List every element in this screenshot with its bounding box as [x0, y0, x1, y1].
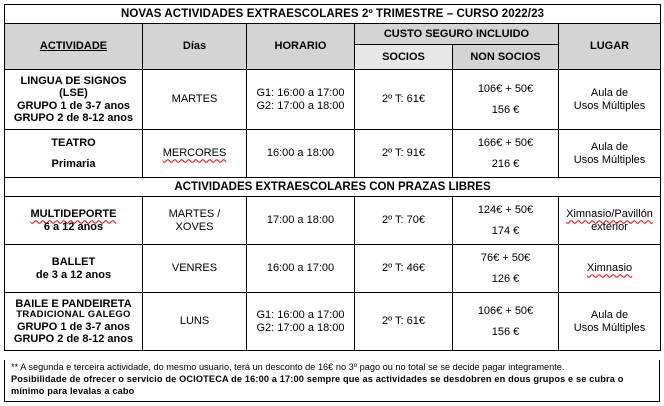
activity-name: TEATRO: [51, 136, 96, 149]
table-row: [5, 70, 661, 130]
socios-cell: 2º T: 91€: [355, 130, 453, 178]
dias-line-1: MARTES /: [168, 208, 221, 221]
discount-note: ** A segunda e terceira actividade, do mesmo usuario, terá un desconto de 16€ no 3º pago ou no total se se decide pagar integramente.: [11, 362, 565, 372]
activity-name: BALLET: [51, 256, 96, 269]
non-socios-breakdown: 106€ + 50€: [477, 305, 534, 318]
activity-cell: [5, 245, 143, 293]
socios-cell: 2º T: 46€: [355, 245, 453, 293]
horario-cell: 16:00 a 17:00: [247, 245, 355, 293]
lugar-line-1: Aula de: [590, 87, 629, 100]
horario-cell: [247, 70, 355, 130]
lugar-cell: [559, 197, 661, 245]
activity-subtitle: de 3 a 12 anos: [35, 268, 112, 281]
table-row: [5, 245, 661, 293]
horario-g2: G2: 17:00 a 18:00: [256, 321, 345, 334]
activity-name: LINGUA DE SIGNOS: [20, 74, 127, 87]
non-socios-breakdown: 124€ + 50€: [477, 204, 534, 217]
activity-group-2: GRUPO 2 de 8-12 anos: [13, 332, 134, 345]
activity-cell: [5, 197, 143, 245]
activities-table: [4, 4, 661, 351]
header-non-socios: NON SOCIOS: [453, 45, 559, 70]
horario-cell: 16:00 a 18:00: [247, 130, 355, 178]
activity-name: BAILE E PANDEIRETA: [15, 297, 132, 310]
non-socios-cell: [453, 293, 559, 351]
lugar-cell: [559, 245, 661, 293]
header-row: [5, 24, 661, 45]
lugar-line-1: Ximnasio/Pavillón: [566, 208, 653, 221]
activity-group-1: GRUPO 1 de 3-7 anos: [16, 99, 131, 112]
activity-subtitle: TRADICIONAL GALEGO: [16, 309, 131, 321]
non-socios-total: 216 €: [491, 157, 520, 170]
non-socios-cell: [453, 245, 559, 293]
horario-g1: G1: 16:00 a 17:00: [256, 309, 345, 322]
horario-g1: G1: 16:00 a 17:00: [256, 87, 345, 100]
horario-g2: G2: 17:00 a 18:00: [256, 99, 345, 112]
non-socios-cell: [453, 197, 559, 245]
section-title: ACTIVIDADES EXTRAESCOLARES CON PRAZAS LIBRES: [5, 178, 661, 197]
non-socios-total: 126 €: [491, 272, 520, 285]
notes-box: [4, 360, 660, 402]
socios-cell: 2º T: 61€: [355, 70, 453, 130]
table-row: [5, 130, 661, 178]
lugar-line-1: Aula de: [590, 141, 629, 154]
activity-name: MULTIDEPORTE: [30, 208, 117, 221]
dias-cell: VENRES: [143, 245, 247, 293]
lugar-value: Ximnasio: [586, 262, 633, 275]
header-lugar: LUGAR: [559, 24, 661, 70]
activity-subtitle: Primaria: [51, 158, 96, 170]
dias-cell: MARTES: [143, 70, 247, 130]
lugar-line-2: exterior: [591, 220, 628, 233]
table-row: [5, 293, 661, 351]
socios-cell: 2º T: 61€: [355, 293, 453, 351]
header-actividade: ACTIVIDADE: [5, 24, 143, 70]
dias-cell: [143, 130, 247, 178]
non-socios-cell: [453, 130, 559, 178]
activity-subtitle: (LSE): [59, 87, 88, 100]
horario-cell: 17:00 a 18:00: [247, 197, 355, 245]
header-custo: CUSTO SEGURO INCLUIDO: [355, 24, 559, 45]
non-socios-total: 156 €: [491, 325, 520, 338]
dias-value: MERCORES: [162, 147, 227, 160]
horario-cell: [247, 293, 355, 351]
non-socios-cell: [453, 70, 559, 130]
activity-cell: [5, 70, 143, 130]
lugar-cell: [559, 70, 661, 130]
activity-cell: [5, 130, 143, 178]
non-socios-total: 174 €: [491, 224, 520, 237]
socios-cell: 2º T: 70€: [355, 197, 453, 245]
activity-cell: [5, 293, 143, 351]
non-socios-breakdown: 166€ + 50€: [477, 137, 534, 150]
activity-group-2: GRUPO 2 de 8-12 anos: [13, 111, 134, 124]
lugar-line-2: Usos Múltiples: [573, 153, 646, 166]
dias-line-2: XOVES: [175, 220, 214, 233]
header-dias: Días: [143, 24, 247, 70]
non-socios-total: 156 €: [491, 103, 520, 116]
activity-group-1: GRUPO 1 de 3-7 anos: [16, 320, 131, 333]
lugar-cell: [559, 130, 661, 178]
header-socios: SOCIOS: [355, 45, 453, 70]
lugar-line-1: Aula de: [590, 309, 629, 322]
ocioteca-note: Posibilidade de ofrecer o servicio de OCIOTECA de 16:00 a 17:00 sempre que as actividades se desdobren en dous grupos e se cubra o mínimo para levalas a cabo: [11, 373, 624, 396]
dias-cell: [143, 197, 247, 245]
table-row: [5, 197, 661, 245]
table-title: NOVAS ACTIVIDADES EXTRAESCOLARES 2º TRIMESTRE – CURSO 2022/23: [5, 5, 661, 24]
lugar-cell: [559, 293, 661, 351]
non-socios-breakdown: 76€ + 50€: [480, 252, 531, 265]
activity-subtitle: 6 a 12 anos: [43, 220, 104, 233]
lugar-line-2: Usos Múltiples: [573, 321, 646, 334]
lugar-line-2: Usos Múltiples: [573, 99, 646, 112]
header-horario: HORARIO: [247, 24, 355, 70]
dias-cell: LUNS: [143, 293, 247, 351]
non-socios-breakdown: 106€ + 50€: [477, 83, 534, 96]
